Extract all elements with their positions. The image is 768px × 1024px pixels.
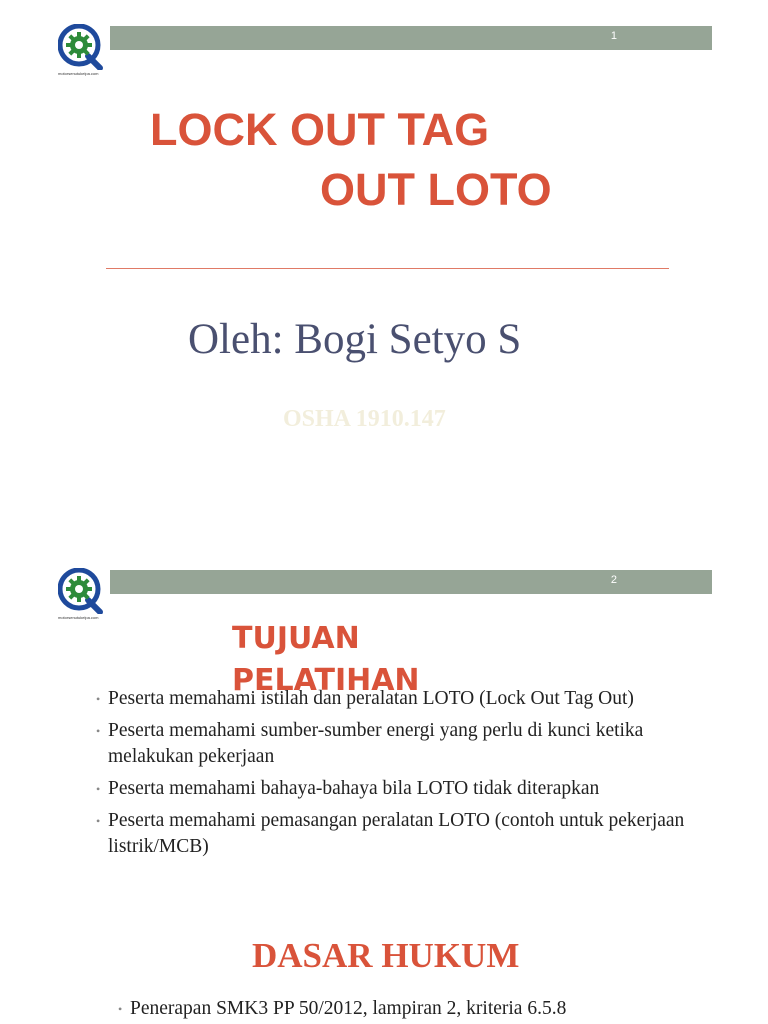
- title-divider: [106, 268, 669, 269]
- gear-q-logo-icon: [58, 24, 104, 70]
- section-title-dasar-hukum: DASAR HUKUM: [252, 936, 520, 975]
- list-item-text: Peserta memahami bahaya-bahaya bila LOTO tidak diterapkan: [108, 778, 600, 799]
- section-title-tujuan: TUJUAN PELATIHAN: [232, 621, 420, 698]
- list-item: [96, 776, 686, 802]
- bullet-dot-icon: •: [118, 1002, 123, 1016]
- gear-q-logo-icon: [58, 568, 104, 614]
- header-bar: [110, 570, 712, 594]
- page-number: 1: [610, 30, 617, 42]
- logo-caption: motorsenutukelpa.com: [58, 71, 99, 76]
- list-item-text: Peserta memahami sumber-sumber energi yang perlu di kunci ketika melakukan pekerjaan: [108, 720, 644, 767]
- list-item-text: Penerapan SMK3 PP 50/2012, lampiran 2, kriteria 6.5.8: [130, 998, 567, 1019]
- bullet-dot-icon: •: [96, 814, 101, 828]
- bullet-dot-icon: •: [96, 724, 101, 738]
- header-bar: [110, 26, 712, 50]
- bullet-dot-icon: •: [96, 782, 101, 796]
- logo-caption: motorsenutukelpa.com: [58, 615, 99, 620]
- legal-basis-list: [118, 996, 698, 1022]
- list-item-text: Peserta memahami istilah dan peralatan LOTO (Lock Out Tag Out): [108, 688, 634, 709]
- page-number: 2: [610, 574, 617, 586]
- objectives-list: [96, 686, 686, 866]
- standard-subtitle: OSHA 1910.147: [283, 406, 446, 432]
- list-item: [118, 996, 698, 1022]
- list-item: [96, 686, 686, 712]
- slide-title-line-2: OUT LOTO: [320, 164, 552, 215]
- slide-title-line-1: LOCK OUT TAG: [150, 104, 490, 155]
- company-logo: [58, 24, 112, 76]
- company-logo: [58, 568, 112, 620]
- author-line: Oleh: Bogi Setyo S: [188, 316, 522, 363]
- list-item: [96, 718, 686, 770]
- slide-2: [0, 560, 768, 1024]
- list-item-text: Peserta memahami pemasangan peralatan LOTO (contoh untuk pekerjaan listrik/MCB): [108, 810, 685, 857]
- bullet-dot-icon: •: [96, 692, 101, 706]
- list-item: [96, 808, 686, 860]
